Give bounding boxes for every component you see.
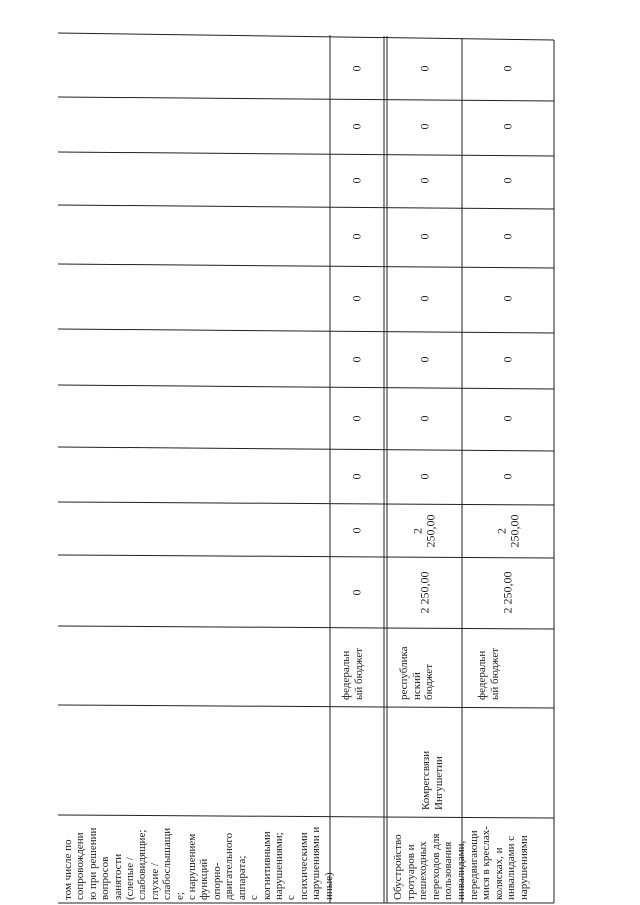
row2b-value-text: 0 [500,233,515,240]
row1-value-text: 0 [349,177,364,184]
row2a-value-8 [387,154,462,207]
row1-value-text: 0 [349,589,364,596]
row2a-value-text: 0 [417,177,431,184]
row2b-value-text: 0 [500,177,515,184]
row1-value-9 [330,99,384,154]
row1-value-7 [330,207,384,266]
row2b-value-text: 0 [500,123,515,130]
row2b-value-text: 0 [500,473,515,480]
row2a-value-5 [387,331,462,387]
row1-value-5 [330,331,384,387]
row2b-value-text: 0 [500,295,515,302]
row2a-value-6 [387,266,462,331]
row2a-funding-source: республика нский бюджет [398,646,435,700]
row2b-value-text: 0 [500,415,515,421]
row2b-value-4 [462,387,554,449]
row2b-funding-source: федеральн ый бюджет [476,647,501,700]
row2a-value-10 [387,37,462,99]
row2a-value-1 [387,557,462,628]
row2b-value-1 [462,557,554,628]
row1-value-10 [330,37,384,99]
row2b-value-text: 0 [500,65,515,71]
row2b-value-10 [462,37,554,99]
row1-value-4 [330,387,384,449]
row1-value-3 [330,449,384,504]
row2a-value-4 [387,387,462,449]
row2b-value-3 [462,449,554,504]
row1-funding-source: федеральн ый бюджет [340,647,365,700]
row1-value-2 [330,504,384,557]
row1-value-text: 0 [349,123,364,130]
row1-value-text: 0 [349,356,364,362]
row2a-value-text: 0 [417,356,431,362]
row2a-value-text: 0 [417,473,431,480]
row1-value-text: 0 [349,415,364,421]
row1-value-6 [330,266,384,331]
row1-value-text: 0 [349,295,364,302]
row2a-value-text: 0 [417,415,431,421]
row2a-value-7 [387,207,462,266]
row1-description: том числе по сопровождени ю при решении вопросов занятости (слепые / слабовидящие; глухие / слабослышащи е; с нарушением функций опорно- двигательного аппарата; с когнитивными нарушениями; с психическими нарушениями и иные) [62,826,335,900]
row2a-value-text: 0 [417,233,431,240]
row2b-value-5 [462,331,554,387]
row2a-value-text: 0 [417,295,431,302]
row2b-value-8 [462,154,554,207]
row2-description: Обустройство тротуаров и пешеходных переходов для пользования инвалидами, передвигающи мися в креслах- колясках, и инвалидами с нарушениями [392,826,530,900]
row2b-value-7 [462,207,554,266]
row2a-value-text: 2 250,00 [410,514,438,547]
row2b-value-6 [462,266,554,331]
row1-value-text: 0 [349,65,364,71]
row2b-value-text: 2 250,00 [500,571,515,614]
row2a-value-text: 0 [417,65,431,71]
row2a-value-2 [387,504,462,557]
row2b-value-9 [462,99,554,154]
row1-value-text: 0 [349,527,364,534]
row2a-value-text: 2 250,00 [417,571,431,614]
row1-value-8 [330,154,384,207]
row2b-value-2 [462,504,554,557]
row2b-value-text: 0 [500,356,515,362]
row2b-value-text: 2 250,00 [494,514,521,547]
row2a-value-3 [387,449,462,504]
row2-executor: Комрегсвязи Ингушетии [420,750,445,810]
row1-value-text: 0 [349,233,364,240]
row1-value-text: 0 [349,473,364,480]
row2a-value-9 [387,99,462,154]
row2a-value-text: 0 [417,123,431,130]
row1-value-1 [330,557,384,628]
